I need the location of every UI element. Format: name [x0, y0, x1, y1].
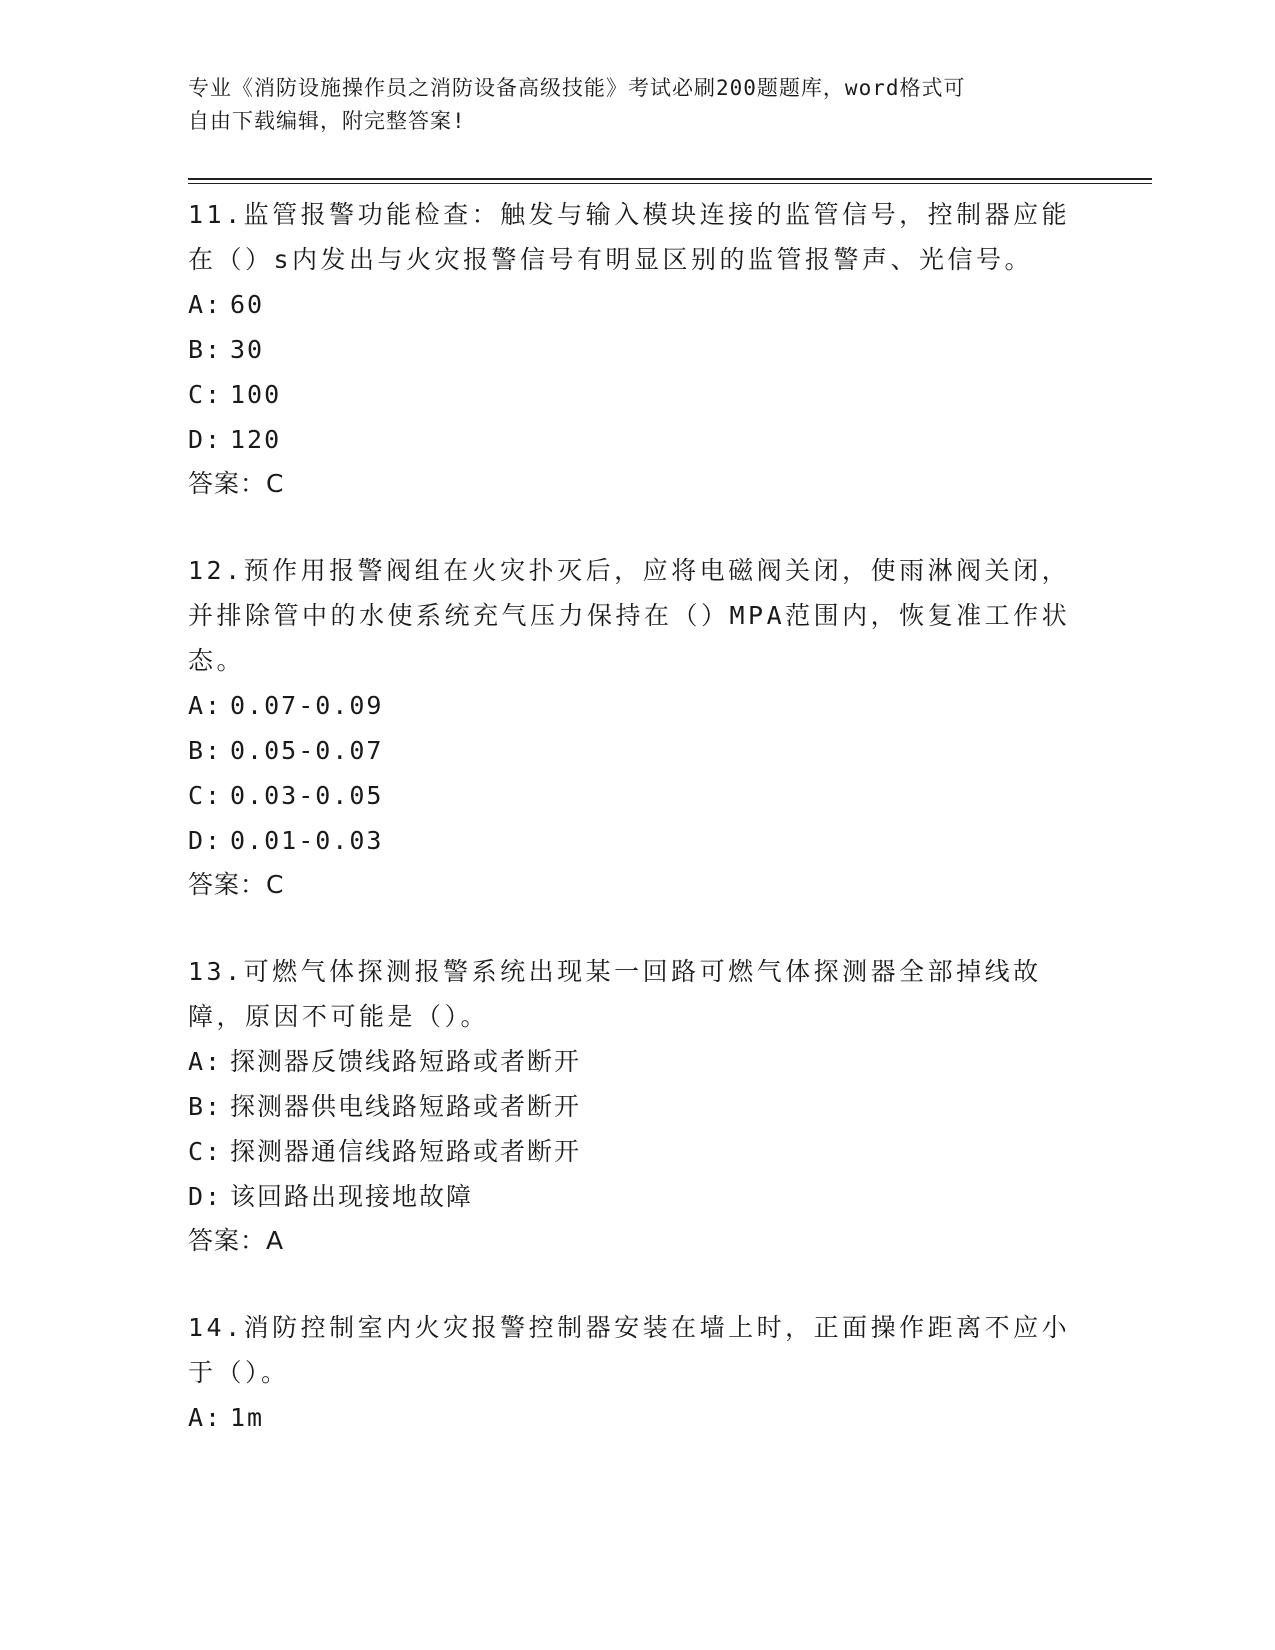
- question-list: [188, 192, 1088, 1482]
- option-b: [188, 1084, 1088, 1129]
- option-value: 探测器通信线路短路或者断开: [230, 1137, 582, 1166]
- option-value: 0.03-0.05: [230, 781, 384, 810]
- option-key: A:: [188, 1403, 223, 1432]
- answer-line: 答案：C: [188, 870, 285, 899]
- option-key: D:: [188, 1182, 223, 1211]
- option-value: 该回路出现接地故障: [230, 1182, 474, 1211]
- option-key: C:: [188, 1137, 223, 1166]
- option-c: [188, 372, 1088, 417]
- option-key: A:: [188, 691, 223, 720]
- option-a: [188, 282, 1088, 327]
- option-a: [188, 1039, 1088, 1084]
- question-text: 12.预作用报警阀组在火灾扑灭后，应将电磁阀关闭，使雨淋阀关闭，并排除管中的水使系统充气压力保持在（）MPA范围内，恢复准工作状态。: [188, 556, 1071, 675]
- option-b: [188, 327, 1088, 372]
- answer-line: 答案：A: [188, 1226, 285, 1255]
- question-text: 11.监管报警功能检查：触发与输入模块连接的监管信号，控制器应能在（）s内发出与火灾报警信号有明显区别的监管报警声、光信号。: [188, 200, 1071, 274]
- option-key: B:: [188, 335, 223, 364]
- header-line-2: 自由下载编辑，附完整答案!: [188, 109, 466, 133]
- answer-line: 答案：C: [188, 469, 285, 498]
- option-key: C:: [188, 380, 223, 409]
- option-value: 探测器供电线路短路或者断开: [230, 1092, 582, 1121]
- question-14: [188, 1305, 1088, 1440]
- option-c: [188, 773, 1088, 818]
- option-value: 1m: [230, 1403, 265, 1432]
- option-value: 0.01-0.03: [230, 826, 384, 855]
- option-value: 0.07-0.09: [230, 691, 384, 720]
- option-key: A:: [188, 290, 223, 319]
- option-key: D:: [188, 826, 223, 855]
- question-11: [188, 192, 1088, 506]
- option-value: 60: [230, 290, 265, 319]
- option-a: [188, 1395, 1088, 1440]
- header-line-1: 专业《消防设施操作员之消防设备高级技能》考试必刷200题题库，word格式可: [188, 76, 966, 100]
- header-divider-thick: [188, 178, 1152, 180]
- option-key: A:: [188, 1047, 223, 1076]
- option-value: 120: [230, 425, 282, 454]
- question-text: 13.可燃气体探测报警系统出现某一回路可燃气体探测器全部掉线故障，原因不可能是（）。: [188, 957, 1042, 1031]
- option-key: B:: [188, 1092, 223, 1121]
- question-13: [188, 949, 1088, 1263]
- option-d: [188, 417, 1088, 462]
- option-b: [188, 728, 1088, 773]
- option-value: 100: [230, 380, 282, 409]
- option-key: B:: [188, 736, 223, 765]
- option-c: [188, 1129, 1088, 1174]
- option-d: [188, 1174, 1088, 1219]
- header-divider-thin: [188, 183, 1152, 184]
- option-key: D:: [188, 425, 223, 454]
- option-value: 探测器反馈线路短路或者断开: [230, 1047, 582, 1076]
- option-value: 0.05-0.07: [230, 736, 384, 765]
- question-12: [188, 548, 1088, 907]
- option-a: [188, 683, 1088, 728]
- option-d: [188, 818, 1088, 863]
- question-text: 14.消防控制室内火灾报警控制器安装在墙上时，正面操作距离不应小于（）。: [188, 1313, 1071, 1387]
- option-value: 30: [230, 335, 265, 364]
- option-key: C:: [188, 781, 223, 810]
- document-header: [188, 72, 1068, 138]
